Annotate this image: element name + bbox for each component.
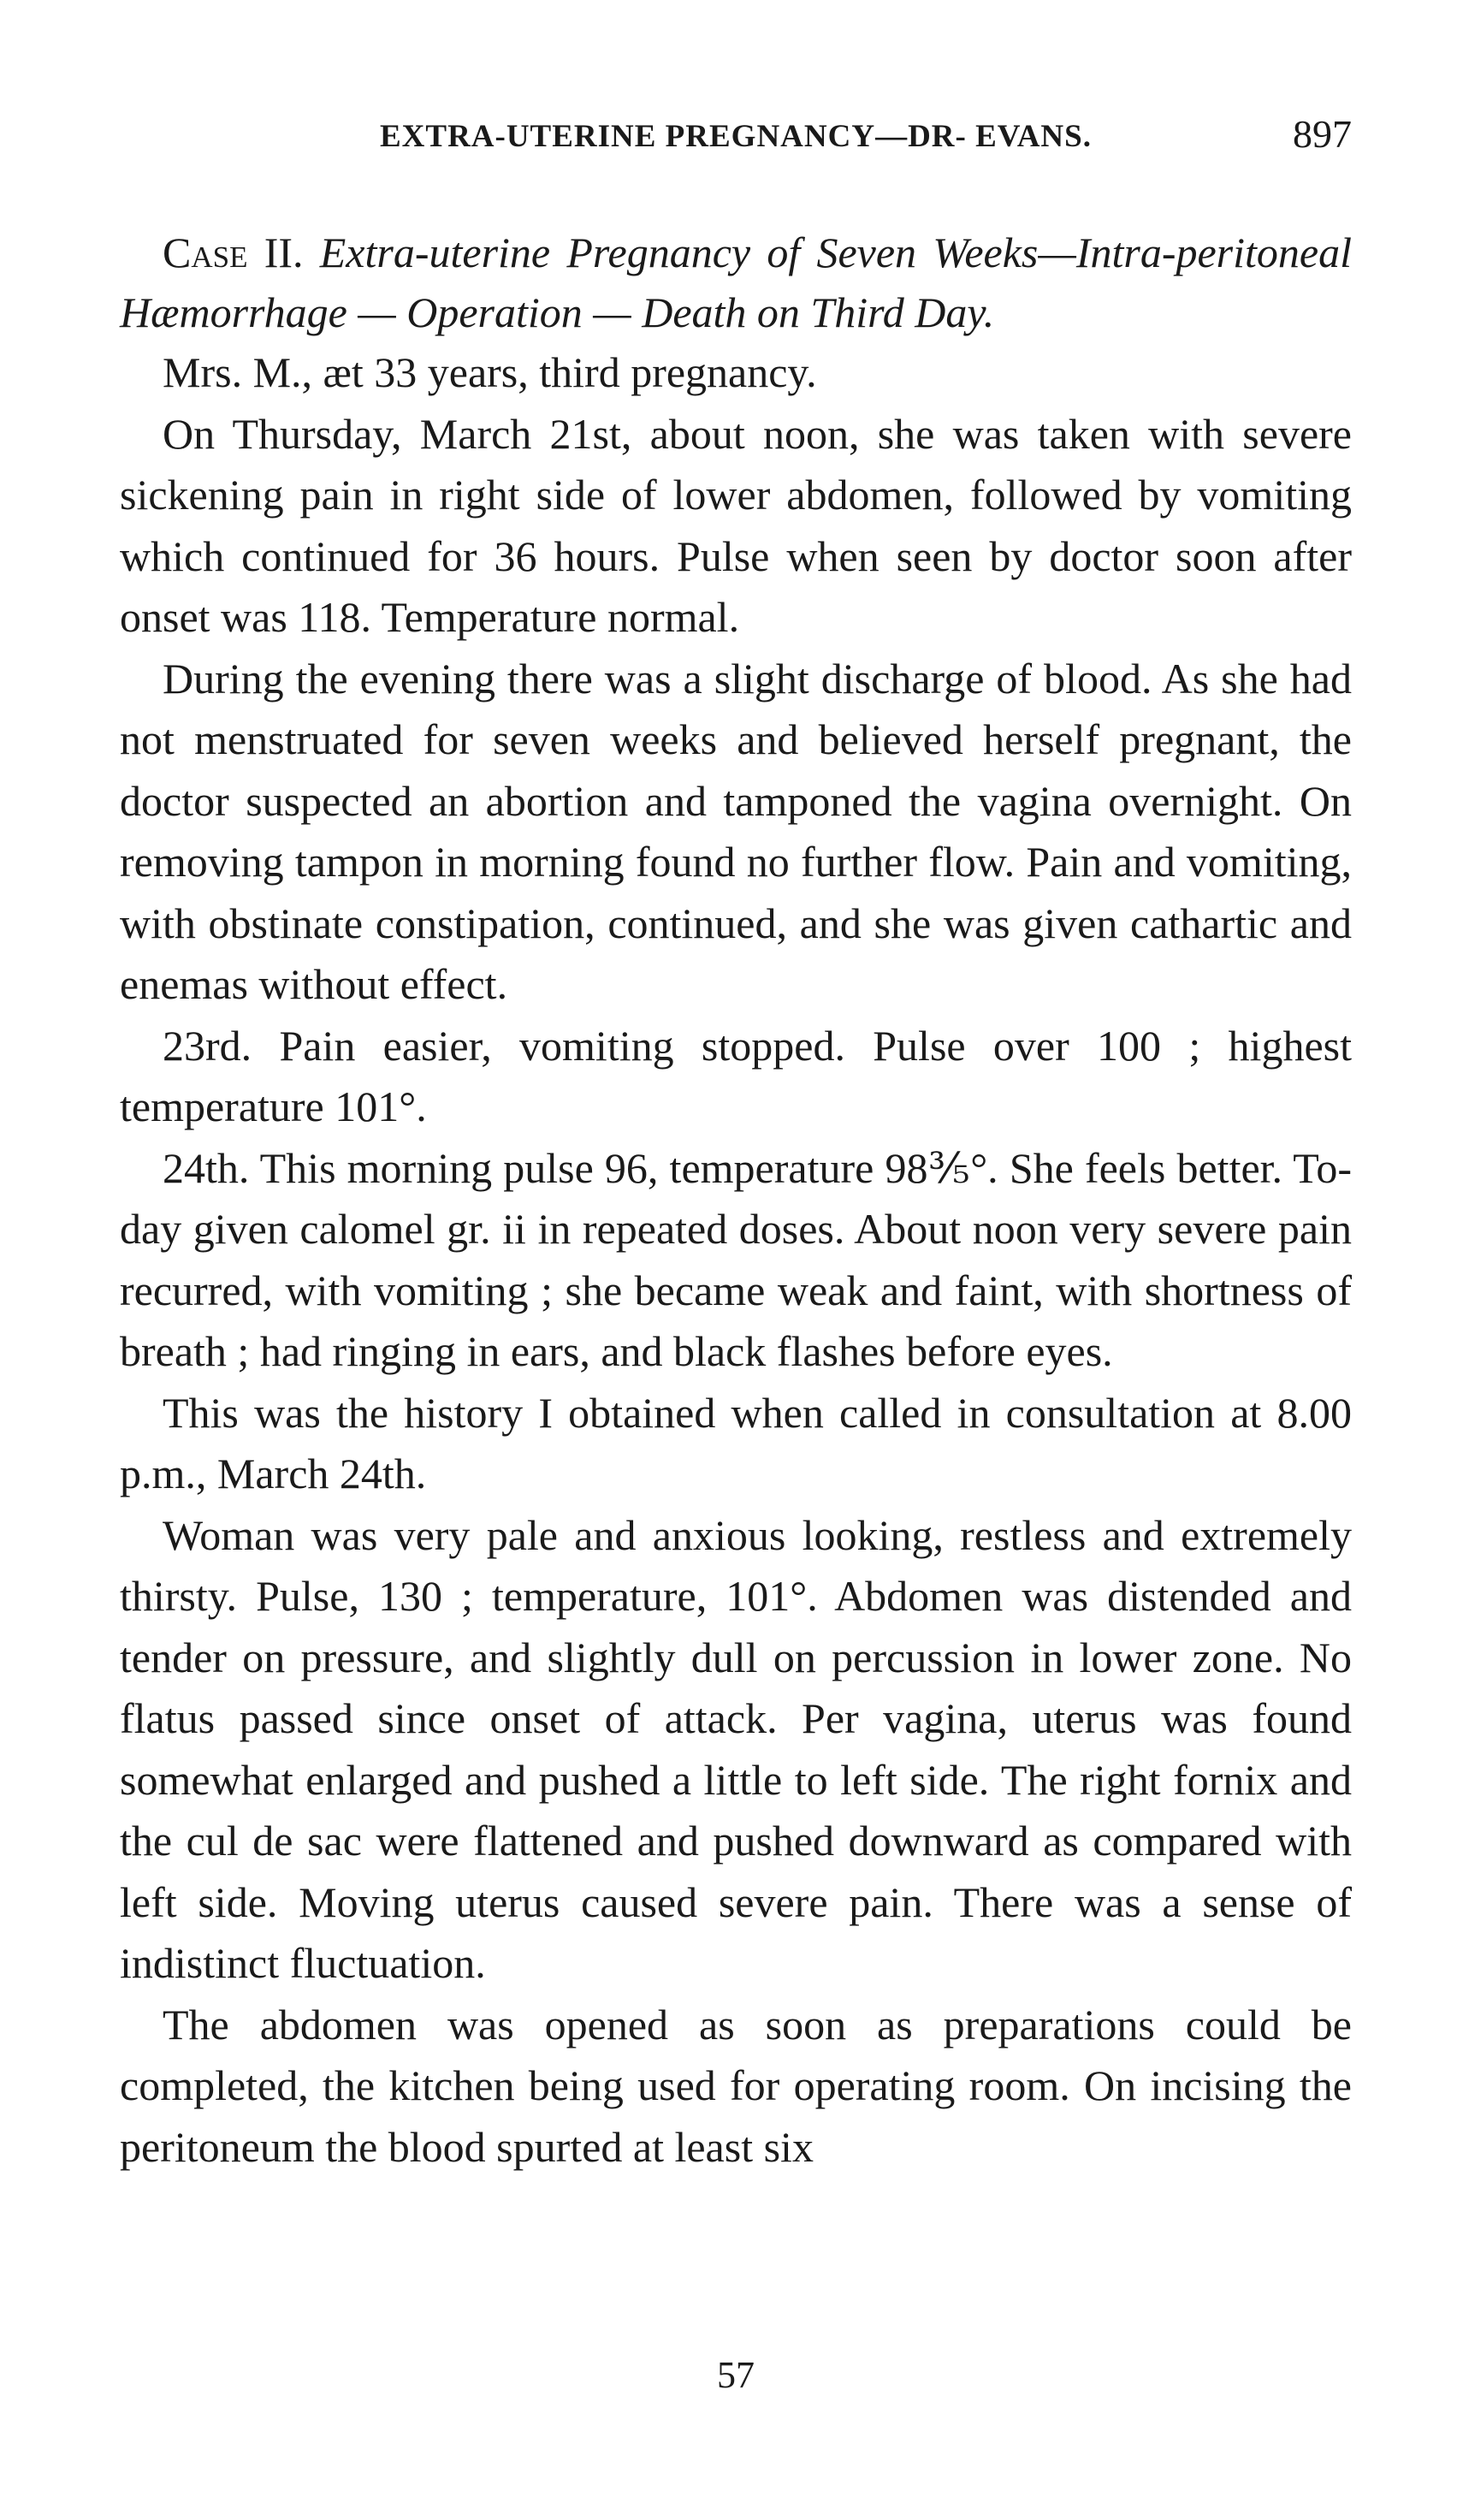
paragraph: During the evening there was a slight discharge of blood. As she had not menstruated for seven weeks and believed herself pregnant, the doctor suspected an abortion and tamponed the vagina overnight. On removing tampon in morning found no further flow. Pain and vomiting, with obstinate constipation, continued, and she was given cathartic and enemas without effect. bbox=[120, 654, 1352, 1008]
case-label: Case II. bbox=[163, 228, 304, 276]
paragraph: This was the history I obtained when called in consultation at 8.00 p.m., March 24th. bbox=[120, 1388, 1352, 1497]
paragraph: On Thursday, March 21st, about noon, she was taken with severe sickening pain in right side of lower abdomen, followed by vomiting which continued for 36 hours. Pulse when seen by doctor soon after onset was 118. Temperature normal. bbox=[120, 409, 1352, 641]
page-number: 897 bbox=[1293, 112, 1352, 156]
paragraph: 24th. This morning pulse 96, temperature 98⅗°. She feels better. To-day given calomel gr. ii in repeated doses. About noon very severe pain recurred, with vomiting ; she became weak and faint, with shortness of breath ; had ringing in ears, and black flashes before eyes. bbox=[120, 1143, 1352, 1375]
paragraph: The abdomen was opened as soon as preparations could be completed, the kitchen being used for operating room. On incising the peritoneum the blood spurted at least six bbox=[120, 2000, 1352, 2171]
body-text bbox=[120, 342, 1352, 2178]
document-page bbox=[120, 111, 1352, 2396]
running-head bbox=[120, 111, 1352, 180]
case-title: Extra-uterine Pregnancy of Seven Weeks—Intra-peritoneal Hæmorrhage — Operation — Death on Third Day. bbox=[120, 228, 1352, 336]
signature-mark: 57 bbox=[717, 2354, 755, 2396]
paragraph: Woman was very pale and anxious looking, restless and extremely thirsty. Pulse, 130 ; temperature, 101°. Abdomen was distended and tender on pressure, and slightly dull on percussion in lower zone. No flatus passed since onset of attack. Per vagina, uterus was found somewhat enlarged and pushed a little to left side. The right fornix and the cul de sac were flattened and pushed downward as compared with left side. Moving uterus caused severe pain. There was a sense of indistinct fluctuation. bbox=[120, 1510, 1352, 1987]
paragraph: Mrs. M., æt 33 years, third pregnancy. bbox=[163, 348, 817, 396]
running-title: EXTRA-UTERINE PREGNANCY—DR- EVANS. bbox=[380, 119, 1092, 154]
case-heading bbox=[120, 222, 1352, 342]
paragraph: 23rd. Pain easier, vomiting stopped. Pulse over 100 ; highest temperature 101°. bbox=[120, 1021, 1352, 1130]
